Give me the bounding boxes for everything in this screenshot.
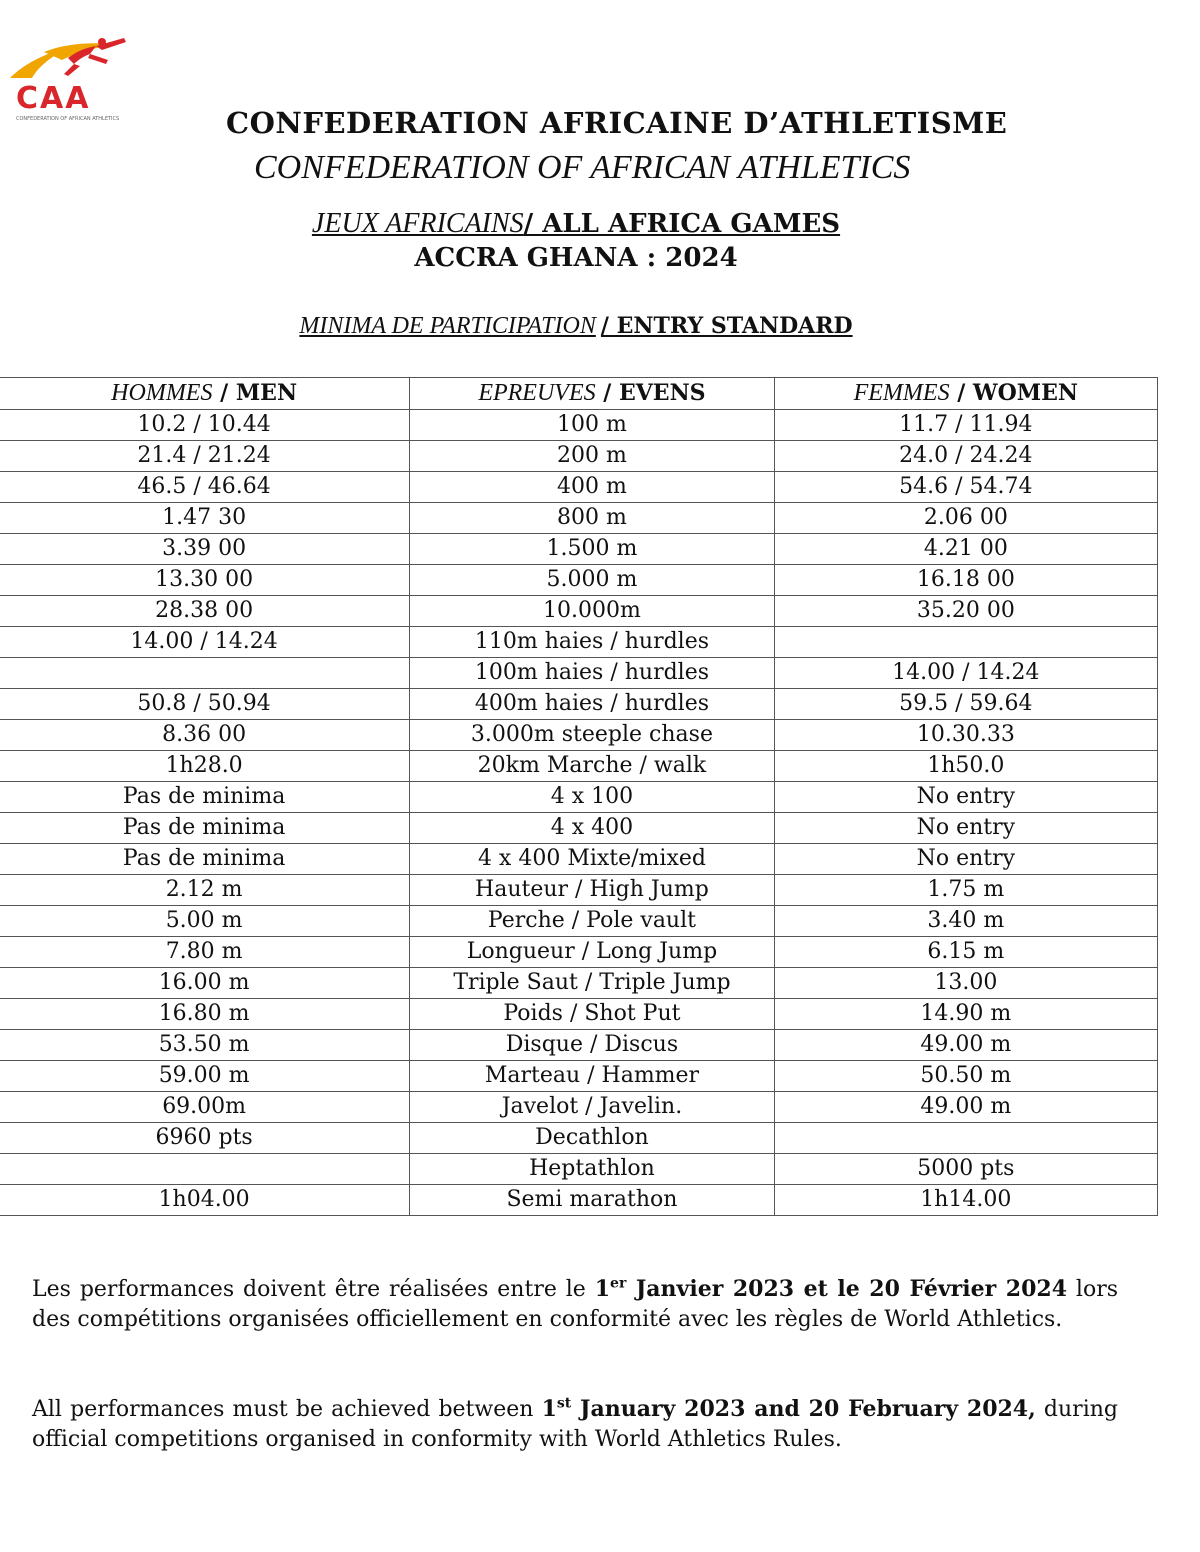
header-women-fr: FEMMES — [853, 380, 950, 406]
women-standard-cell: 1h14.00 — [774, 1185, 1157, 1216]
men-standard-cell: Pas de minima — [0, 844, 410, 875]
entry-standards-table — [0, 377, 1158, 1216]
table-row — [0, 999, 1158, 1030]
note-english — [32, 1394, 1118, 1455]
event-name-cell: 1.500 m — [410, 534, 774, 565]
event-name-cell: 10.000m — [410, 596, 774, 627]
table-row — [0, 1123, 1158, 1154]
table-row — [0, 472, 1158, 503]
table-row — [0, 658, 1158, 689]
header-men-fr: HOMMES — [111, 380, 213, 406]
men-standard-cell: 59.00 m — [0, 1061, 410, 1092]
table-row — [0, 968, 1158, 999]
header-men-en: / MEN — [212, 380, 298, 406]
table-row — [0, 1185, 1158, 1216]
note-en-text: All performances must be achieved between — [32, 1397, 542, 1422]
women-standard-cell: 35.20 00 — [774, 596, 1157, 627]
title-english: CONFEDERATION OF AFRICAN ATHLETICS — [254, 149, 911, 186]
event-name-cell: 4 x 400 Mixte/mixed — [410, 844, 774, 875]
women-standard-cell — [774, 627, 1157, 658]
men-standard-cell: 16.00 m — [0, 968, 410, 999]
caa-logo — [4, 34, 134, 124]
table-row — [0, 596, 1158, 627]
men-standard-cell: Pas de minima — [0, 813, 410, 844]
table-row — [0, 844, 1158, 875]
event-name-cell: Javelot / Javelin. — [410, 1092, 774, 1123]
event-name-cell: Poids / Shot Put — [410, 999, 774, 1030]
table-row — [0, 1092, 1158, 1123]
women-standard-cell: No entry — [774, 813, 1157, 844]
event-name-cell: Triple Saut / Triple Jump — [410, 968, 774, 999]
note-en-sup: st — [556, 1395, 572, 1412]
table-row — [0, 1061, 1158, 1092]
note-fr-text-end: lors des compétitions organisées officiellement en conformité avec les règles de World Athletics. — [32, 1277, 1119, 1332]
runner-icon — [4, 34, 134, 84]
women-standard-cell: 50.50 m — [774, 1061, 1157, 1092]
table-row — [0, 1154, 1158, 1185]
event-name-cell: 100m haies / hurdles — [410, 658, 774, 689]
games-title-en: / ALL AFRICA GAMES — [523, 209, 841, 239]
event-name-cell: 400 m — [410, 472, 774, 503]
header-events — [410, 378, 774, 410]
women-standard-cell: 49.00 m — [774, 1030, 1157, 1061]
men-standard-cell: 2.12 m — [0, 875, 410, 906]
women-standard-cell: 4.21 00 — [774, 534, 1157, 565]
women-standard-cell: 6.15 m — [774, 937, 1157, 968]
table-row — [0, 937, 1158, 968]
men-standard-cell: 21.4 / 21.24 — [0, 441, 410, 472]
table-row — [0, 906, 1158, 937]
table-row — [0, 627, 1158, 658]
title-french: CONFEDERATION AFRICAINE D’ATHLETISME — [226, 106, 1008, 140]
note-en-date-start: 1 — [541, 1396, 557, 1422]
men-standard-cell: 7.80 m — [0, 937, 410, 968]
men-standard-cell — [0, 658, 410, 689]
header-women — [774, 378, 1157, 410]
men-standard-cell: 10.2 / 10.44 — [0, 410, 410, 441]
event-name-cell: 200 m — [410, 441, 774, 472]
men-standard-cell: 50.8 / 50.94 — [0, 689, 410, 720]
event-name-cell: Marteau / Hammer — [410, 1061, 774, 1092]
men-standard-cell: 53.50 m — [0, 1030, 410, 1061]
women-standard-cell: 5000 pts — [774, 1154, 1157, 1185]
table-row — [0, 751, 1158, 782]
men-standard-cell — [0, 1154, 410, 1185]
men-standard-cell: 13.30 00 — [0, 565, 410, 596]
minima-en: / ENTRY STANDARD — [600, 313, 853, 339]
women-standard-cell: No entry — [774, 844, 1157, 875]
women-standard-cell: 59.5 / 59.64 — [774, 689, 1157, 720]
women-standard-cell: 14.90 m — [774, 999, 1157, 1030]
table-row — [0, 534, 1158, 565]
table-body — [0, 410, 1158, 1216]
table-row — [0, 441, 1158, 472]
note-fr-date-start: 1 — [594, 1276, 611, 1302]
table-row — [0, 782, 1158, 813]
event-name-cell: 800 m — [410, 503, 774, 534]
table-row — [0, 1030, 1158, 1061]
event-name-cell: Longueur / Long Jump — [410, 937, 774, 968]
event-name-cell: Semi marathon — [410, 1185, 774, 1216]
women-standard-cell: 11.7 / 11.94 — [774, 410, 1157, 441]
entry-standard-heading — [0, 313, 1152, 340]
men-standard-cell: 8.36 00 — [0, 720, 410, 751]
event-name-cell: Disque / Discus — [410, 1030, 774, 1061]
table-row — [0, 813, 1158, 844]
note-en-text-end: during official competitions organised in conformity with World Athletics Rules. — [32, 1397, 1118, 1452]
event-name-cell: Perche / Pole vault — [410, 906, 774, 937]
women-standard-cell: 2.06 00 — [774, 503, 1157, 534]
women-standard-cell: 1.75 m — [774, 875, 1157, 906]
event-name-cell: Hauteur / High Jump — [410, 875, 774, 906]
table-row — [0, 410, 1158, 441]
table-row — [0, 565, 1158, 596]
header-events-en: / EVENS — [595, 380, 706, 406]
header-events-fr: EPREUVES — [478, 380, 596, 406]
men-standard-cell: 1.47 30 — [0, 503, 410, 534]
men-standard-cell: 16.80 m — [0, 999, 410, 1030]
event-name-cell: 100 m — [410, 410, 774, 441]
note-fr-sup: er — [610, 1275, 627, 1292]
table-row — [0, 689, 1158, 720]
event-name-cell: 110m haies / hurdles — [410, 627, 774, 658]
games-location: ACCRA GHANA : 2024 — [414, 243, 738, 273]
note-fr-dates: Janvier 2023 et le 20 Février 2024 — [626, 1276, 1068, 1302]
table-header-row — [0, 378, 1158, 410]
games-title-fr: JEUX AFRICAINS — [311, 208, 524, 239]
women-standard-cell: 10.30.33 — [774, 720, 1157, 751]
women-standard-cell: 24.0 / 24.24 — [774, 441, 1157, 472]
men-standard-cell: 1h28.0 — [0, 751, 410, 782]
men-standard-cell: 46.5 / 46.64 — [0, 472, 410, 503]
women-standard-cell: 49.00 m — [774, 1092, 1157, 1123]
event-name-cell: 400m haies / hurdles — [410, 689, 774, 720]
women-standard-cell: 1h50.0 — [774, 751, 1157, 782]
note-en-dates: January 2023 and 20 February 2024, — [571, 1396, 1036, 1422]
table-row — [0, 503, 1158, 534]
games-title — [0, 208, 1152, 240]
women-standard-cell — [774, 1123, 1157, 1154]
header-men — [0, 378, 410, 410]
event-name-cell: 5.000 m — [410, 565, 774, 596]
logo-subtitle: CONFEDERATION OF AFRICAN ATHLETICS — [16, 116, 120, 122]
men-standard-cell: 6960 pts — [0, 1123, 410, 1154]
men-standard-cell: 28.38 00 — [0, 596, 410, 627]
men-standard-cell: 14.00 / 14.24 — [0, 627, 410, 658]
header-women-en: / WOMEN — [949, 380, 1079, 406]
women-standard-cell: 3.40 m — [774, 906, 1157, 937]
women-standard-cell: No entry — [774, 782, 1157, 813]
men-standard-cell: 1h04.00 — [0, 1185, 410, 1216]
event-name-cell: 3.000m steeple chase — [410, 720, 774, 751]
women-standard-cell: 13.00 — [774, 968, 1157, 999]
event-name-cell: Heptathlon — [410, 1154, 774, 1185]
women-standard-cell: 54.6 / 54.74 — [774, 472, 1157, 503]
event-name-cell: Decathlon — [410, 1123, 774, 1154]
women-standard-cell: 16.18 00 — [774, 565, 1157, 596]
logo-acronym: CAA — [16, 81, 91, 116]
men-standard-cell: 69.00m — [0, 1092, 410, 1123]
event-name-cell: 4 x 400 — [410, 813, 774, 844]
table-row — [0, 875, 1158, 906]
event-name-cell: 4 x 100 — [410, 782, 774, 813]
table-row — [0, 720, 1158, 751]
note-fr-text: Les performances doivent être réalisées entre le — [32, 1277, 595, 1302]
men-standard-cell: 3.39 00 — [0, 534, 410, 565]
men-standard-cell: Pas de minima — [0, 782, 410, 813]
minima-fr: MINIMA DE PARTICIPATION — [299, 313, 596, 339]
men-standard-cell: 5.00 m — [0, 906, 410, 937]
women-standard-cell: 14.00 / 14.24 — [774, 658, 1157, 689]
event-name-cell: 20km Marche / walk — [410, 751, 774, 782]
note-french — [32, 1274, 1118, 1335]
